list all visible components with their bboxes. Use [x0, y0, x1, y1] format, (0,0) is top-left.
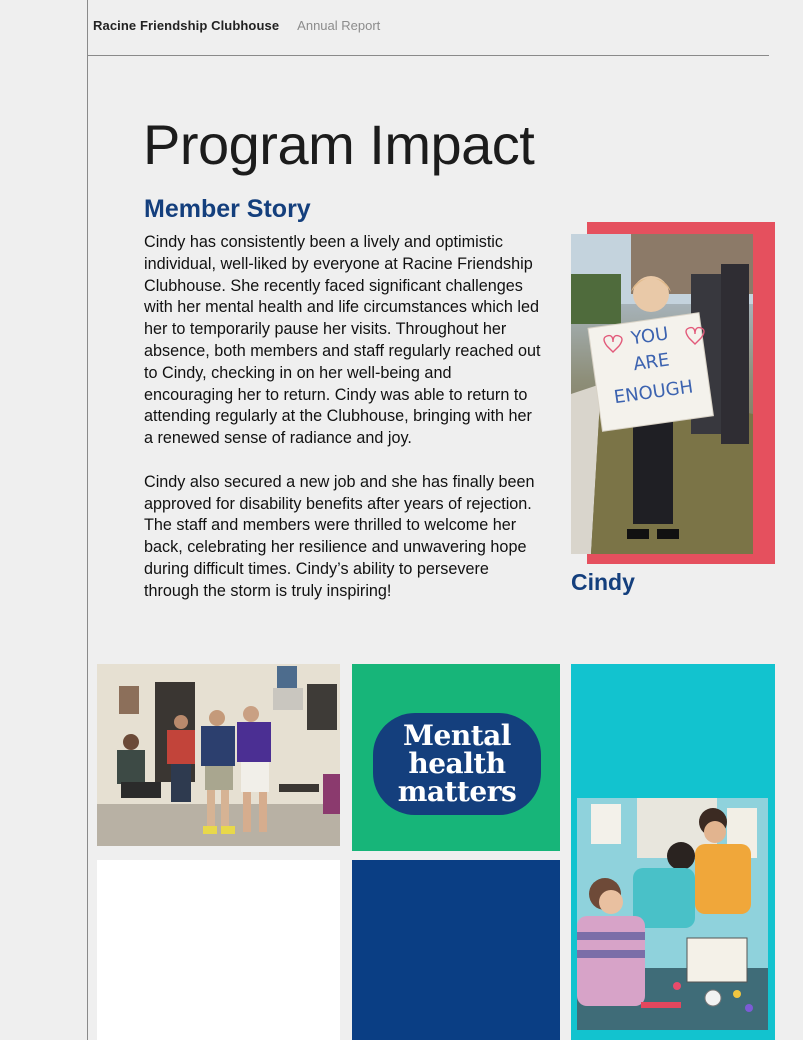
mental-health-matters-badge: [373, 713, 541, 815]
sign-line-3: ENOUGH: [612, 376, 695, 409]
cindy-photo-illustration: [571, 234, 753, 554]
craft-activity-photo: [577, 798, 768, 1030]
clubhouse-group-photo: [97, 664, 340, 846]
page-title: Program Impact: [143, 113, 535, 176]
header-divider: [88, 55, 769, 56]
badge-line-3: matters: [397, 775, 517, 808]
sign-line-2: ARE: [631, 349, 671, 376]
story-paragraph-2: Cindy also secured a new job and she has finally been approved for disability benefits after years of rejection. The staff and members were thrilled to welcome her back, celebrating her resilience and unwavering hope during difficult times. Cindy’s ability to persevere through the storm is truly inspiring!: [144, 472, 535, 600]
photo-caption: Cindy: [571, 569, 635, 595]
group-photo-illustration: [97, 664, 340, 846]
white-tile: [97, 860, 340, 1040]
sign-line-1: YOU: [629, 323, 670, 350]
craft-photo-illustration: [577, 798, 768, 1030]
story-paragraph-1: Cindy has consistently been a lively and optimistic individual, well-liked by everyone at Racine Friendship Clubhouse. She recently faced significant challenges with her mental health and life circumstances which led her to temporarily pause her visits. Throughout her absence, both members and staff regularly reached out to Cindy, checking in on her well-being and encouraging her to return. Cindy was able to return to attending regularly at the Clubhouse, bringing with her a renewed sense of radiance and joy.: [144, 233, 541, 448]
navy-tile: [352, 860, 560, 1040]
section-subtitle: Member Story: [144, 195, 311, 223]
org-name: Racine Friendship Clubhouse: [93, 18, 280, 33]
cindy-photo: [571, 234, 753, 554]
left-margin-rule: [87, 0, 88, 1040]
badge-line-1: Mental: [403, 719, 511, 752]
page-header: [93, 18, 380, 33]
report-label: Annual Report: [297, 18, 381, 33]
member-story-text: [144, 232, 544, 603]
badge-line-2: health: [408, 747, 506, 780]
